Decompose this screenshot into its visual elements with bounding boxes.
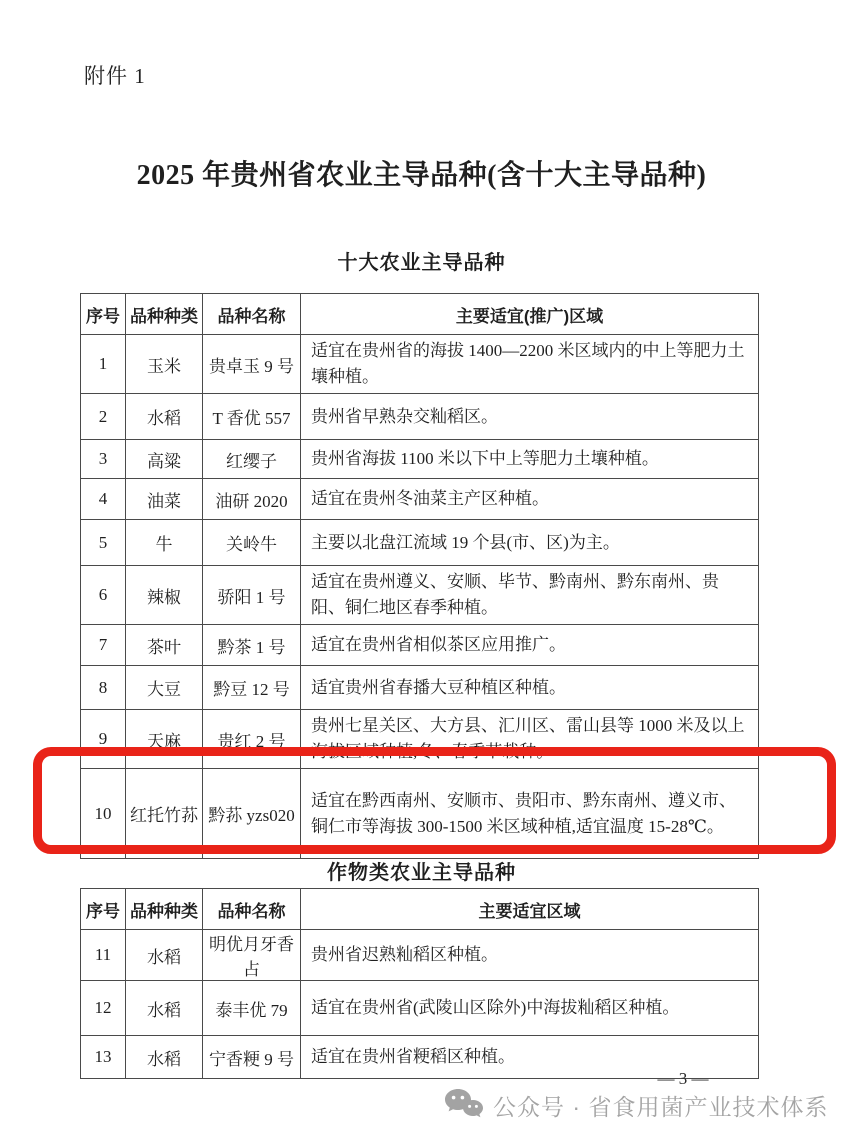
cell-no: 3 [81,440,126,479]
cell-region: 适宜在贵州冬油菜主产区种植。 [301,479,759,520]
cell-name: 红缨子 [203,440,301,479]
cell-name: 黔荪 yzs020 [203,769,301,859]
cell-no: 2 [81,394,126,440]
cell-region: 贵州省海拔 1100 米以下中上等肥力土壤种植。 [301,440,759,479]
table-row [81,520,759,566]
cell-name: 宁香粳 9 号 [203,1036,301,1079]
cell-no: 7 [81,625,126,666]
table-row [81,335,759,394]
cell-no: 13 [81,1036,126,1079]
table-row [81,394,759,440]
crop-varieties-table [80,888,759,1079]
cell-region: 贵州省早熟杂交籼稻区。 [301,394,759,440]
cell-region: 适宜在贵州遵义、安顺、毕节、黔南州、黔东南州、贵阳、铜仁地区春季种植。 [301,566,759,625]
cell-no: 4 [81,479,126,520]
cell-category: 牛 [126,520,203,566]
table1-header-row [81,294,759,335]
table-row [81,566,759,625]
cell-name: 贵卓玉 9 号 [203,335,301,394]
cell-region: 适宜在贵州省粳稻区种植。 [301,1036,759,1079]
cell-no: 9 [81,710,126,769]
cell-name: 泰丰优 79 [203,981,301,1036]
cell-region: 适宜在黔西南州、安顺市、贵阳市、黔东南州、遵义市、铜仁市等海拔 300-1500 米区域种植,适宜温度 15-28℃。 [301,769,759,859]
cell-region: 贵州省迟熟籼稻区种植。 [301,930,759,981]
cell-name: 明优月牙香占 [203,930,301,981]
cell-name: 油研 2020 [203,479,301,520]
cell-no: 8 [81,666,126,710]
table2-title: 作物类农业主导品种 [327,862,516,884]
cell-category: 红托竹荪 [126,769,203,859]
cell-name: 骄阳 1 号 [203,566,301,625]
cell-name: 黔豆 12 号 [203,666,301,710]
table1-title: 十大农业主导品种 [337,252,506,274]
watermark-text: 公众号 · 省食用菌产业技术体系 [493,1093,829,1120]
header-region: 主要适宜(推广)区域 [301,294,759,335]
cell-region: 适宜贵州省春播大豆种植区种植。 [301,666,759,710]
cell-category: 茶叶 [126,625,203,666]
cell-no: 12 [81,981,126,1036]
cell-no: 11 [81,930,126,981]
top-ten-varieties-table [80,293,759,859]
page-number: — 3 — [657,1069,709,1088]
cell-region: 适宜在贵州省的海拔 1400—2200 米区域内的中上等肥力土壤种植。 [301,335,759,394]
table-row [81,479,759,520]
header-no: 序号 [81,889,126,930]
header-category: 品种种类 [126,889,203,930]
attachment-label: 附件 1 [84,64,146,88]
document-title: 2025 年贵州省农业主导品种(含十大主导品种) [136,160,707,191]
header-category: 品种种类 [126,294,203,335]
cell-no: 1 [81,335,126,394]
cell-category: 水稻 [126,930,203,981]
cell-category: 水稻 [126,981,203,1036]
cell-name: 黔茶 1 号 [203,625,301,666]
cell-category: 水稻 [126,394,203,440]
table-row [81,440,759,479]
cell-no: 6 [81,566,126,625]
table-row [81,625,759,666]
watermark [444,1088,828,1122]
cell-name: 关岭牛 [203,520,301,566]
header-no: 序号 [81,294,126,335]
wechat-icon [444,1088,484,1122]
cell-name: 贵红 2 号 [203,710,301,769]
header-name: 品种名称 [203,889,301,930]
cell-region: 主要以北盘江流域 19 个县(市、区)为主。 [301,520,759,566]
table-row [81,710,759,769]
table-row [81,666,759,710]
table-row [81,981,759,1036]
cell-category: 大豆 [126,666,203,710]
cell-category: 天麻 [126,710,203,769]
cell-category: 高粱 [126,440,203,479]
table2-header-row [81,889,759,930]
cell-name: T 香优 557 [203,394,301,440]
cell-category: 玉米 [126,335,203,394]
cell-no: 10 [81,769,126,859]
header-region: 主要适宜区域 [301,889,759,930]
cell-category: 水稻 [126,1036,203,1079]
cell-region: 适宜在贵州省相似茶区应用推广。 [301,625,759,666]
table-row-highlighted [81,769,759,859]
table-row [81,930,759,981]
cell-region: 贵州七星关区、大方县、汇川区、雷山县等 1000 米及以上海拔区域种植,冬、春季节栽种。 [301,710,759,769]
cell-category: 油菜 [126,479,203,520]
header-name: 品种名称 [203,294,301,335]
cell-category: 辣椒 [126,566,203,625]
cell-no: 5 [81,520,126,566]
cell-region: 适宜在贵州省(武陵山区除外)中海拔籼稻区种植。 [301,981,759,1036]
